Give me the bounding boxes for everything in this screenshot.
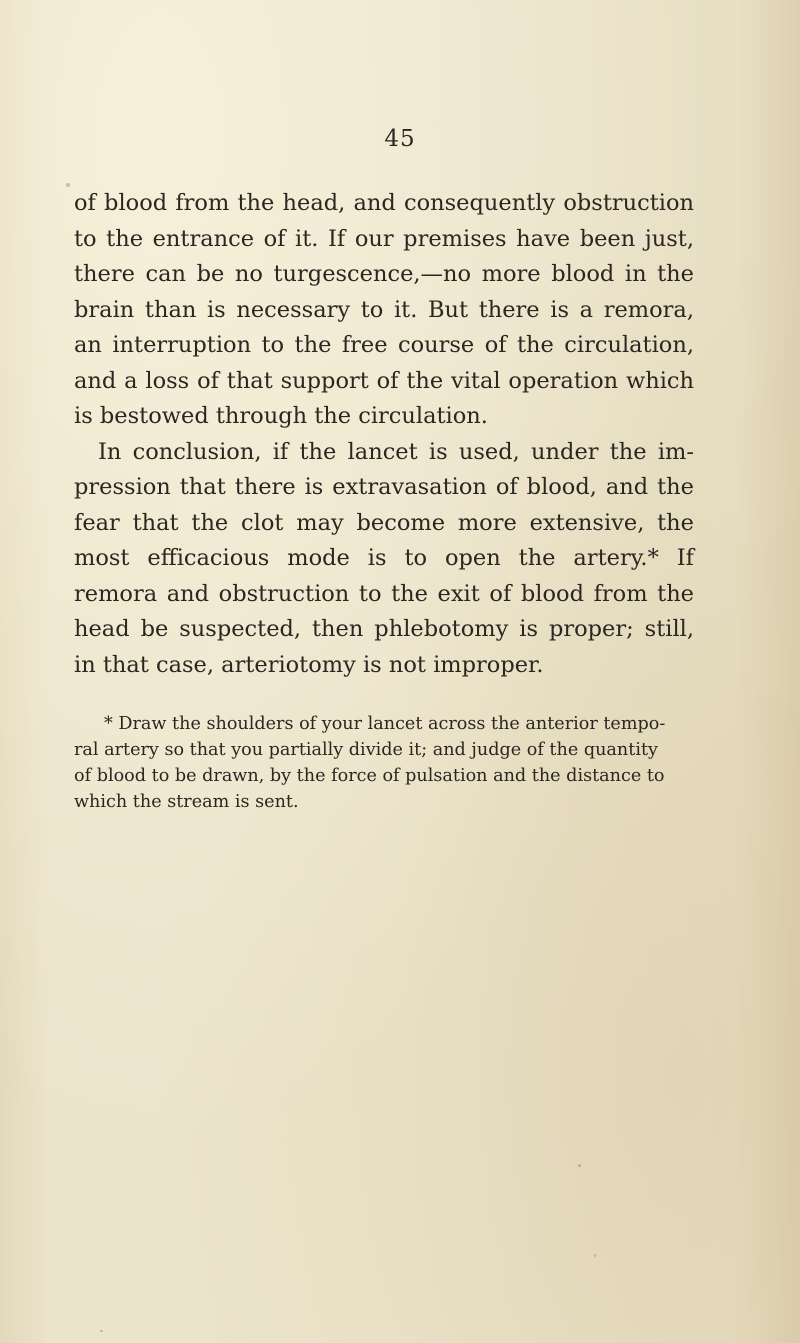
paper-speck: [578, 1164, 581, 1167]
paper-speck: [66, 183, 70, 187]
body-line: most efficacious mode is to open the artery.* If: [74, 545, 694, 571]
paragraph-start-line: In conclusion, if the lancet is used, under the im-: [98, 438, 694, 465]
body-line: to the entrance of it. If our premises have been just,: [74, 225, 694, 252]
body-line: fear that the clot may become more extensive, the: [74, 509, 694, 536]
body-line: remora and obstruction to the exit of blood from the: [74, 580, 694, 607]
body-line: of blood from the head, and consequently obstruction: [74, 190, 694, 216]
body-line: in that case, arteriotomy is not improper.: [74, 651, 544, 678]
paper-speck: [594, 1254, 596, 1257]
paper-speck: [100, 1330, 103, 1332]
body-line: there can be no turgescence,—no more blood in the: [74, 261, 694, 287]
footnote: [74, 711, 666, 815]
footnote-line: * Draw the shoulders of your lancet across the anterior tempo-: [104, 714, 666, 734]
page-number: 45: [384, 126, 416, 152]
footnote-line: ral artery so that you partially divide it; and judge of the quantity: [74, 740, 658, 760]
body-line: head be suspected, then phlebotomy is proper; still,: [74, 616, 694, 642]
footnote-line: of blood to be drawn, by the force of pulsation and the distance to: [74, 766, 665, 786]
footnote-line: which the stream is sent.: [74, 792, 299, 812]
body-line: and a loss of that support of the vital operation which: [74, 367, 694, 394]
body-line: is bestowed through the circulation.: [74, 403, 488, 429]
body-line: pression that there is extravasation of blood, and the: [74, 474, 694, 500]
body-text: [74, 186, 694, 683]
body-line: an interruption to the free course of the circulation,: [74, 332, 694, 358]
body-line: brain than is necessary to it. But there is a remora,: [74, 296, 694, 323]
